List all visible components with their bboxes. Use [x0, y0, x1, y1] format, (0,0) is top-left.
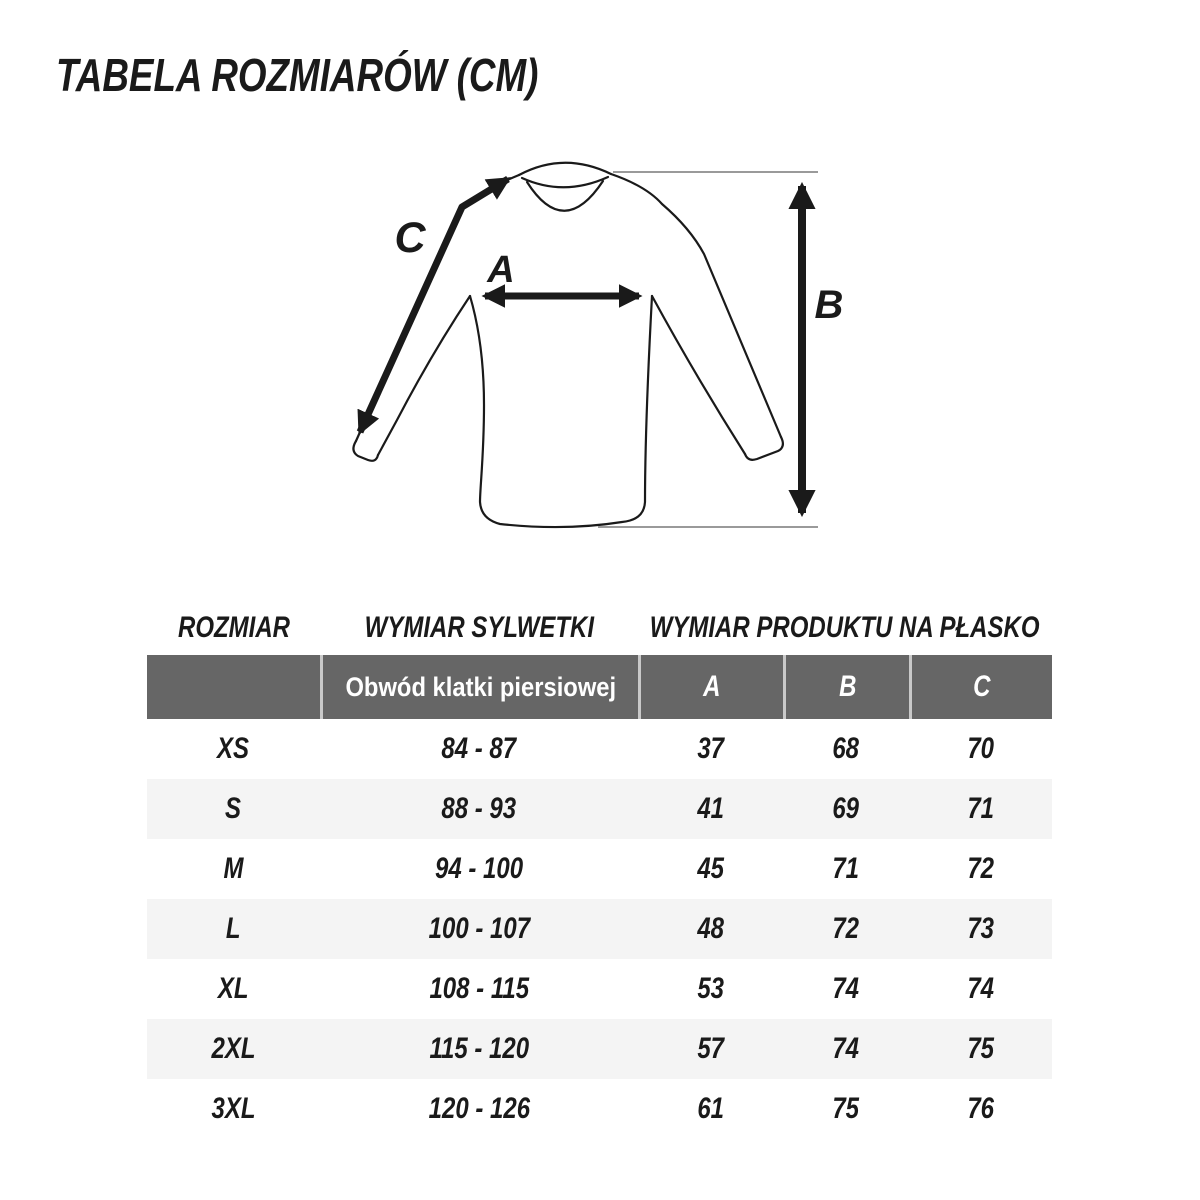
- cell-c-text: 71: [967, 792, 994, 825]
- header-cell-chest: [320, 655, 638, 719]
- cell-a: [638, 719, 783, 779]
- cell-size-text: XS: [217, 732, 250, 765]
- cell-chest: [320, 899, 638, 959]
- cell-b-text: 74: [832, 972, 860, 1005]
- group-header-flat: [638, 611, 1052, 645]
- cell-size-text: 2XL: [211, 1032, 256, 1065]
- cell-c: [909, 839, 1052, 899]
- cell-chest-text: 88 - 93: [441, 792, 517, 825]
- table-row-3xl: [147, 1079, 1052, 1139]
- cell-c-text: 73: [967, 912, 994, 945]
- cell-chest-text: 84 - 87: [441, 732, 517, 765]
- collar-band-top-line: [522, 177, 608, 187]
- cell-size: [147, 959, 320, 1019]
- cell-b-text: 69: [832, 792, 860, 825]
- cell-chest: [320, 839, 638, 899]
- group-header-size: [147, 611, 320, 645]
- label-a: A: [487, 249, 515, 291]
- cell-b-text: 71: [832, 852, 860, 885]
- label-c: C: [394, 214, 426, 262]
- cell-chest-text: 100 - 107: [428, 912, 530, 945]
- page-title: [56, 49, 659, 101]
- cell-c: [909, 1079, 1052, 1139]
- cell-c: [909, 959, 1052, 1019]
- label-b: B: [814, 283, 844, 327]
- collar-outer-line: [519, 163, 611, 175]
- cell-chest: [320, 959, 638, 1019]
- cell-b: [783, 1019, 909, 1079]
- cell-b: [783, 899, 909, 959]
- header-cell-b-text: B: [838, 670, 857, 703]
- table-group-header-row: [147, 601, 1052, 645]
- right-sleeve-inner-line: [652, 296, 745, 454]
- header-cell-size: [147, 655, 320, 719]
- group-header-size-text: ROZMIAR: [177, 611, 290, 644]
- cell-size-text: L: [226, 912, 241, 945]
- cell-a: [638, 959, 783, 1019]
- cell-size-text: 3XL: [211, 1092, 256, 1125]
- table-row-xs: [147, 719, 1052, 779]
- cell-a: [638, 899, 783, 959]
- group-header-flat-text: WYMIAR PRODUKTU NA PŁASKO: [650, 611, 1040, 644]
- cell-c: [909, 1019, 1052, 1079]
- cell-c-text: 70: [967, 732, 994, 765]
- group-header-body: [320, 611, 638, 645]
- table-row-xl: [147, 959, 1052, 1019]
- cell-c-text: 74: [967, 972, 994, 1005]
- table-header-row: [147, 655, 1052, 719]
- cell-size: [147, 1019, 320, 1079]
- header-cell-c: [909, 655, 1052, 719]
- cell-b: [783, 839, 909, 899]
- header-cell-a: [638, 655, 783, 719]
- cell-c: [909, 719, 1052, 779]
- cell-c: [909, 779, 1052, 839]
- cell-size-text: XL: [218, 972, 249, 1005]
- cell-a: [638, 1019, 783, 1079]
- table-row-l: [147, 899, 1052, 959]
- measurement-arrow-c: [360, 179, 508, 432]
- left-sleeve-inner-line: [378, 296, 470, 455]
- header-cell-chest-text: Obwód klatki piersiowej: [345, 671, 616, 702]
- cell-size: [147, 1079, 320, 1139]
- cell-a-text: 41: [697, 792, 724, 825]
- cell-a-text: 61: [697, 1092, 724, 1125]
- cell-size: [147, 839, 320, 899]
- left-sleeve-outer-line: [356, 175, 519, 441]
- cell-size-text: M: [223, 852, 244, 885]
- cell-chest-text: 115 - 120: [429, 1032, 529, 1065]
- cell-b: [783, 719, 909, 779]
- page-title-text: TABELA ROZMIARÓW (CM): [56, 49, 539, 101]
- header-cell-b: [783, 655, 909, 719]
- cell-c-text: 72: [967, 852, 994, 885]
- cell-size: [147, 719, 320, 779]
- cell-size-text: S: [225, 792, 242, 825]
- cell-a-text: 53: [697, 972, 724, 1005]
- cell-size: [147, 899, 320, 959]
- cell-chest-text: 108 - 115: [429, 972, 529, 1005]
- cell-a: [638, 779, 783, 839]
- cell-b-text: 74: [832, 1032, 860, 1065]
- cell-a: [638, 1079, 783, 1139]
- cell-chest: [320, 1079, 638, 1139]
- table-row-s: [147, 779, 1052, 839]
- table-row-2xl: [147, 1019, 1052, 1079]
- cell-b: [783, 959, 909, 1019]
- cell-a-text: 37: [697, 732, 724, 765]
- cell-a: [638, 839, 783, 899]
- cell-b-text: 75: [832, 1092, 860, 1125]
- header-cell-c-text: C: [973, 670, 991, 703]
- cell-chest: [320, 779, 638, 839]
- cell-b: [783, 1079, 909, 1139]
- size-table: [147, 601, 1052, 1139]
- right-cuff-line: [745, 437, 783, 460]
- cell-chest: [320, 719, 638, 779]
- cell-chest-text: 94 - 100: [434, 852, 524, 885]
- cell-c: [909, 899, 1052, 959]
- table-row-m: [147, 839, 1052, 899]
- cell-a-text: 45: [697, 852, 724, 885]
- cell-size: [147, 779, 320, 839]
- cell-chest: [320, 1019, 638, 1079]
- header-cell-a-text: A: [703, 670, 721, 703]
- group-header-body-text: WYMIAR SYLWETKI: [364, 611, 594, 644]
- left-cuff-line: [353, 441, 378, 461]
- cell-b-text: 72: [832, 912, 860, 945]
- cell-chest-text: 120 - 126: [428, 1092, 530, 1125]
- collar-band-bottom-line: [527, 181, 603, 211]
- cell-b: [783, 779, 909, 839]
- right-sleeve-outer-line: [611, 174, 781, 437]
- cell-c-text: 75: [967, 1032, 994, 1065]
- cell-a-text: 57: [697, 1032, 724, 1065]
- body-outline: [470, 296, 652, 527]
- shirt-outline: [353, 163, 782, 527]
- cell-c-text: 76: [967, 1092, 994, 1125]
- cell-a-text: 48: [697, 912, 724, 945]
- cell-b-text: 68: [832, 732, 860, 765]
